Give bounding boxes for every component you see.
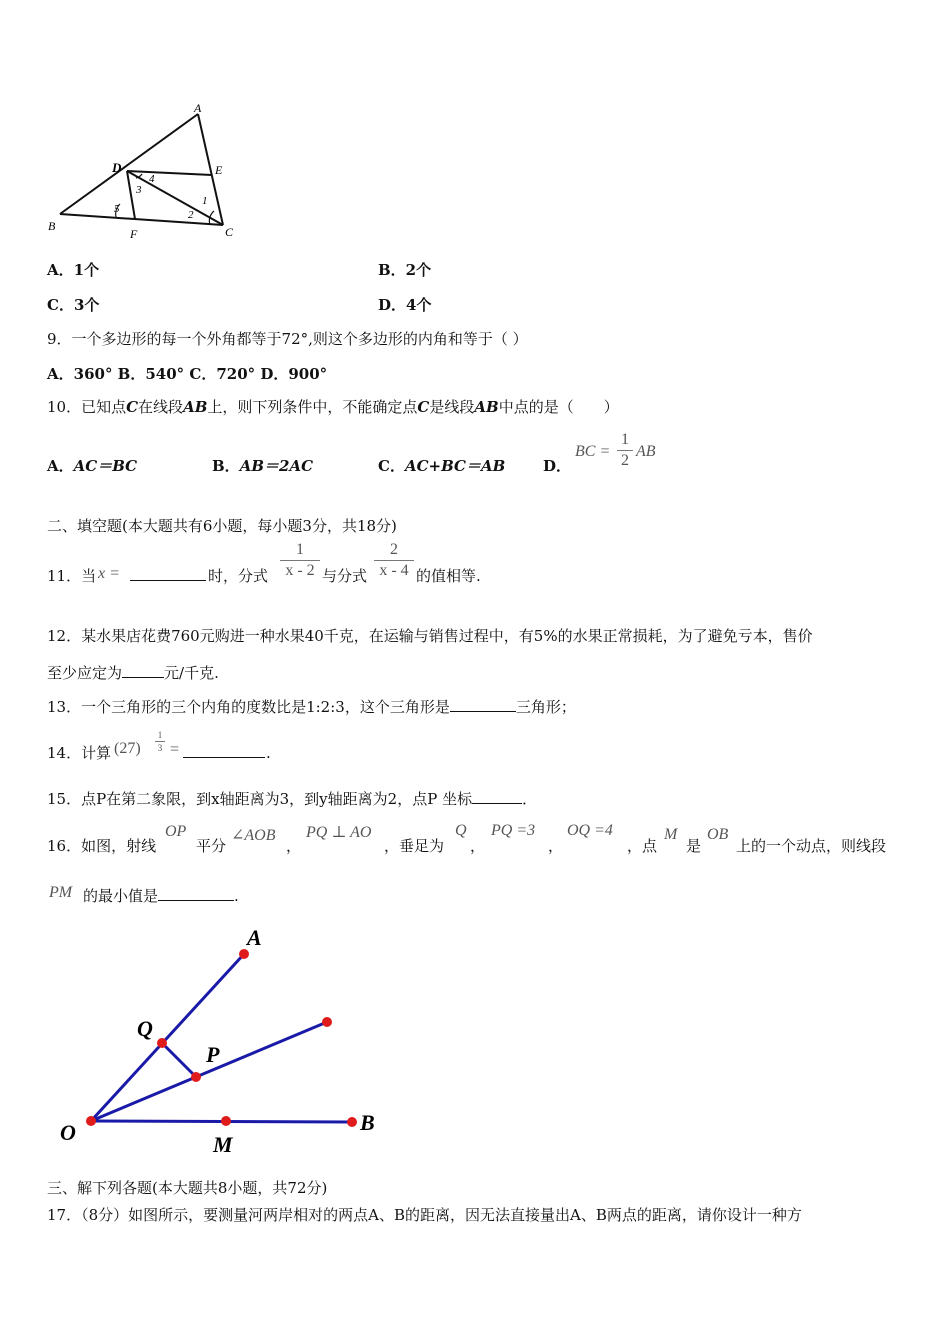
q11-mid1: 时，分式 [208, 567, 269, 585]
q10-option-b-label: B． [212, 457, 240, 475]
q13-end: 三角形； [515, 698, 576, 716]
ray-OP [91, 1022, 327, 1121]
q14-base: (27) [114, 740, 141, 757]
q10-option-d-rhs: AB [636, 443, 656, 460]
q16-pm: PM [49, 884, 73, 901]
q16-c5: ，点 [627, 837, 658, 855]
q10-point-c-2: C [417, 398, 430, 416]
fig16-label-P: P [206, 1042, 220, 1067]
q11-mid2: 与分式 [322, 567, 368, 585]
q15 [47, 789, 537, 809]
fig8-angle-5: 5 [114, 203, 120, 215]
triangle-figure-q8 [40, 100, 250, 245]
q14-exp-num: 1 [157, 730, 163, 740]
q10-stem-mid1: 在线段 [138, 398, 184, 416]
q15-pre: 15．点P在第二象限，到x轴距离为3，到y轴距离为2，点P 坐标 [47, 790, 473, 808]
point-A [239, 949, 249, 959]
fig8-label-C: C [225, 225, 234, 239]
fig8-angle-1: 1 [202, 195, 208, 207]
q14-answer-blank[interactable] [183, 743, 265, 758]
q10-option-b [212, 456, 313, 476]
point-M [221, 1116, 231, 1126]
q16-t1: 平分 [196, 837, 227, 855]
fraction-bar [374, 560, 414, 561]
q10-option-c-label: C． [378, 457, 405, 475]
point-Q [157, 1038, 167, 1048]
q13 [47, 697, 576, 717]
q16-t4 [83, 886, 239, 906]
fraction-bar [280, 560, 320, 561]
q13-pre: 13．一个三角形的三个内角的度数比是1:2:3，这个三角形是 [47, 698, 450, 716]
q10-stem-pre: 10．已知点 [47, 398, 127, 416]
q10-option-a [47, 456, 137, 476]
q16-c4: ， [548, 837, 564, 855]
fraction-bar [155, 741, 165, 742]
q10-option-c [378, 456, 505, 476]
q16-ob: OB [707, 826, 729, 843]
q10-option-d-label: D． [543, 457, 572, 475]
q16-t3: 上的一个动点，则线段 [736, 837, 887, 855]
fig8-angle-2: 2 [188, 209, 194, 221]
q14-exponent [155, 730, 165, 753]
q12-line-1: 12．某水果店花费760元购进一种水果40千克，在运输与销售过程中，有5%的水果正常损耗，为了避免亏本，售价 [47, 627, 813, 645]
q11-pre: 11．当 [47, 567, 97, 585]
fig8-label-F: F [130, 227, 138, 241]
q8-option-c: C．3个 [47, 296, 100, 314]
ray-OA [91, 954, 244, 1121]
q10-segment-ab-2: AB [474, 398, 499, 416]
q11-fraction-1 [280, 541, 320, 580]
q16-angle-aob: ∠AOB [231, 827, 276, 844]
point-B [347, 1117, 357, 1127]
q10-stem [47, 397, 619, 417]
q15-end: ． [522, 790, 538, 808]
q9-options: A．360° B．540° C．720° D．900° [47, 365, 328, 383]
q16-end: . [234, 887, 239, 905]
section-3-title: 三、解下列各题(本大题共8小题，共72分) [47, 1179, 328, 1197]
q14-end: . [266, 744, 271, 762]
q11-frac1-den: x - 2 [285, 562, 315, 579]
q10-option-d-num: 1 [621, 431, 629, 448]
q15-answer-blank[interactable] [472, 789, 522, 804]
q14-pre: 14．计算 [47, 744, 112, 762]
q16-pre: 16．如图，射线 [47, 837, 157, 855]
q16-m: M [664, 826, 678, 843]
q11-frac2-den: x - 4 [379, 562, 409, 579]
point-end-OP [322, 1017, 332, 1027]
fig8-label-A: A [194, 101, 202, 115]
q12-line-2-pre: 至少应定为 [47, 664, 123, 682]
q10-option-b-expr: AB＝2AC [239, 457, 314, 475]
fig16-label-Q: Q [137, 1016, 153, 1041]
fig8-angle-3: 3 [136, 184, 142, 196]
q8-option-b: B．2个 [378, 261, 432, 279]
q11-frac2-num: 2 [390, 541, 398, 558]
line-DE [127, 171, 212, 175]
q17-text: 17．（8分）如图所示，要测量河两岸相对的两点A、B的距离，因无法直接量出A、B两点的距离，请你设计一种方 [47, 1206, 802, 1224]
line-DF [127, 171, 135, 219]
q10-option-d-lhs: BC = [575, 443, 611, 460]
fig8-angle-4: 4 [149, 173, 155, 185]
q16-op: OP [165, 823, 187, 840]
q10-stem-mid2: 上，则下列条件中，不能确定点 [207, 398, 418, 416]
q10-option-c-expr: AC+BC＝AB [404, 457, 506, 475]
segment-QP [162, 1043, 196, 1077]
q16-oq4: OQ =4 [567, 822, 613, 839]
q12-answer-blank[interactable] [122, 663, 164, 678]
fig16-label-A: A [247, 925, 262, 950]
q14-exp-den: 3 [157, 743, 163, 753]
fig8-label-E: E [215, 163, 223, 177]
q10-point-c: C [126, 398, 139, 416]
q11-fraction-2 [374, 541, 414, 580]
q10-option-d-den: 2 [621, 452, 629, 469]
q12-line-2-end: 元/千克. [164, 664, 219, 682]
fraction-bar [617, 450, 633, 451]
q10-segment-ab: AB [183, 398, 208, 416]
q16-c2: ，垂足为 [384, 837, 445, 855]
q10-option-a-label: A． [47, 457, 74, 475]
q10-stem-mid3: 是线段 [429, 398, 475, 416]
q10-option-d-fraction [617, 431, 633, 470]
q10-stem-end: 中点的是（ ） [498, 398, 619, 416]
q16-t4-text: 的最小值是 [83, 887, 159, 905]
q16-t2: 是 [686, 837, 702, 855]
angle-bisector-figure-q16 [50, 920, 390, 1165]
q16-c1: ， [286, 837, 302, 855]
fig8-label-D: D [112, 160, 122, 175]
q16-q: Q [455, 822, 467, 839]
line-DC [127, 171, 223, 225]
q13-answer-blank[interactable] [450, 697, 516, 712]
q16-answer-blank[interactable] [158, 886, 234, 901]
point-P [191, 1072, 201, 1082]
q16-c3: ， [470, 837, 486, 855]
q10-option-a-expr: AC＝BC [73, 457, 138, 475]
point-O [86, 1116, 96, 1126]
q12-line-2 [47, 663, 219, 683]
q11-end: 的值相等. [416, 567, 481, 585]
q14-equals: = [170, 741, 180, 758]
line-BC [60, 214, 223, 225]
q8-option-a: A．1个 [47, 261, 100, 279]
q11-frac1-num: 1 [296, 541, 304, 558]
q8-option-d: D．4个 [378, 296, 432, 314]
fig16-label-O: O [60, 1120, 76, 1145]
q11-var: x = [98, 565, 120, 582]
q16-perp: PQ ⊥ AO [306, 824, 372, 841]
fig8-label-B: B [48, 219, 56, 233]
q16-pq3: PQ =3 [491, 822, 536, 839]
section-2-title: 二、填空题(本大题共有6小题，每小题3分，共18分) [47, 517, 397, 535]
q9-stem: 9．一个多边形的每一个外角都等于72°,则这个多边形的内角和等于（ ） [47, 330, 528, 348]
fig16-label-B: B [360, 1110, 375, 1135]
fig16-label-M: M [213, 1132, 233, 1157]
q11-answer-blank[interactable] [130, 566, 206, 581]
